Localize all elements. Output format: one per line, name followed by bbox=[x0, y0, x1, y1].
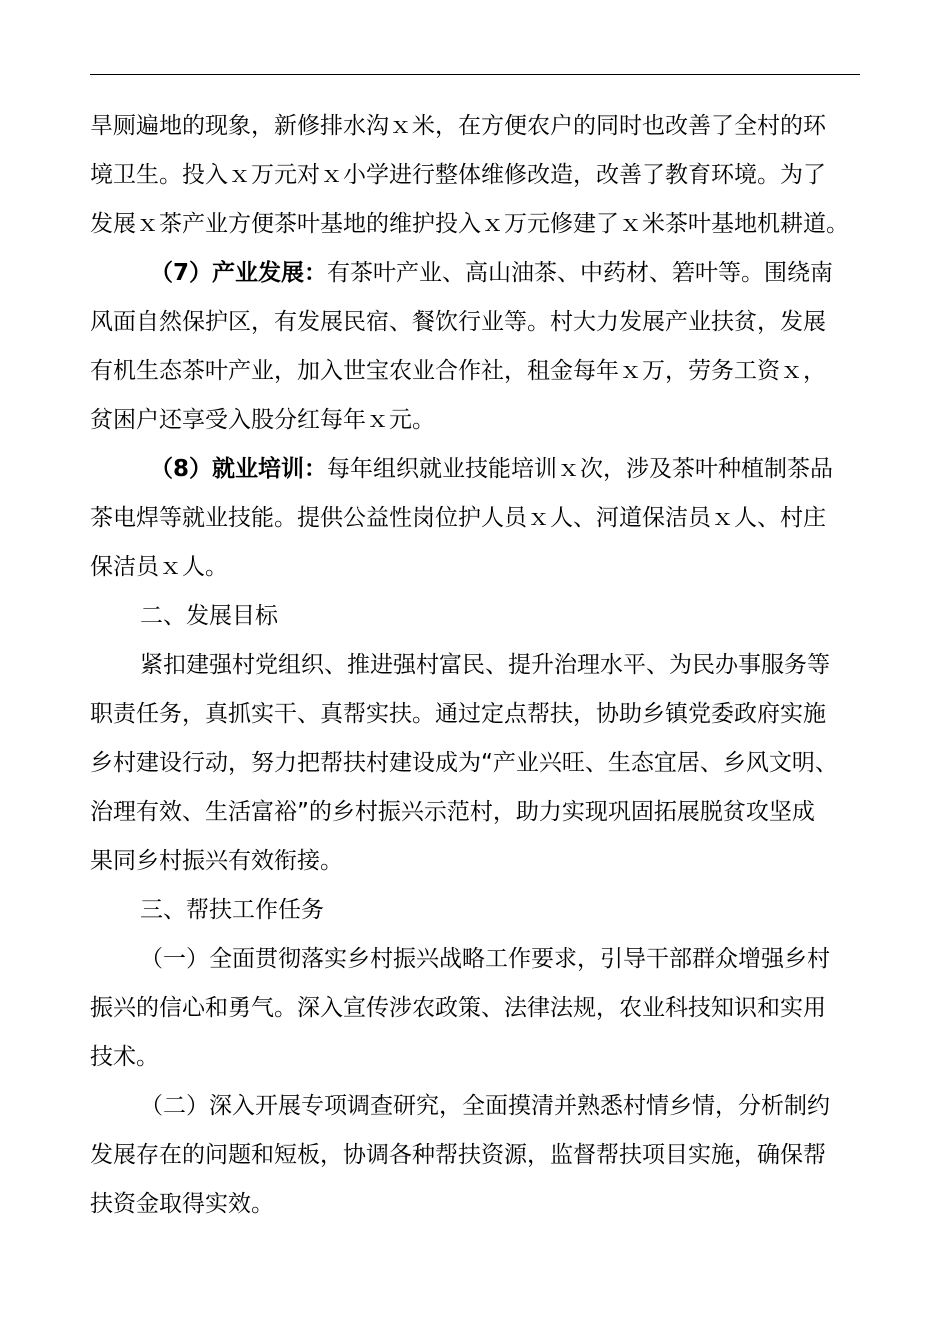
text-line: 风面自然保护区，有发展民宿、餐饮行业等。村大力发展产业扶贫，发展 bbox=[90, 309, 826, 335]
text-line: （二）深入开展专项调查研究，全面摸清并熟悉村情乡情，分析制约 bbox=[140, 1093, 830, 1119]
document-body bbox=[90, 102, 860, 1229]
text-line: 乡村建设行动，努力把帮扶村建设成为“产业兴旺、生态宜居、乡风文明、 bbox=[90, 750, 838, 776]
text-run: 每年组织就业技能培训ｘ次，涉及茶叶种植制茶品 bbox=[327, 456, 834, 482]
paragraph-task-one bbox=[90, 935, 860, 1082]
text-line: 境卫生。投入ｘ万元对ｘ小学进行整体维修改造，改善了教育环境。为了 bbox=[90, 162, 826, 188]
text-line: 茶电焊等就业技能。提供公益性岗位护人员ｘ人、河道保洁员ｘ人、村庄 bbox=[90, 505, 826, 531]
text-line: 贫困户还享受入股分红每年ｘ元。 bbox=[90, 407, 435, 433]
text-run: 有茶叶产业、高山油茶、中药材、箬叶等。围绕南 bbox=[327, 260, 834, 286]
item-lead-industry: （7）产业发展： bbox=[150, 260, 328, 286]
text-line: 保洁员ｘ人。 bbox=[90, 554, 228, 580]
header-rule bbox=[90, 74, 860, 75]
text-line: 振兴的信心和勇气。深入宣传涉农政策、法律法规，农业科技知识和实用 bbox=[90, 995, 826, 1021]
text-line: 旱厕遍地的现象，新修排水沟ｘ米，在方便农户的同时也改善了全村的环 bbox=[90, 113, 826, 139]
text-line: 紧扣建强村党组织、推进强村富民、提升治理水平、为民办事服务等 bbox=[140, 652, 830, 678]
text-line: 发展ｘ茶产业方便茶叶基地的维护投入ｘ万元修建了ｘ米茶叶基地机耕道。 bbox=[90, 211, 849, 237]
text-line: 果同乡村振兴有效衔接。 bbox=[90, 848, 343, 874]
paragraph-task-two bbox=[90, 1082, 860, 1229]
text-line bbox=[90, 445, 860, 494]
text-line: 治理有效、生活富裕”的乡村振兴示范村，助力实现巩固拓展脱贫攻坚成 bbox=[90, 799, 815, 825]
paragraph-employment-training bbox=[90, 445, 860, 592]
text-line: （一）全面贯彻落实乡村振兴战略工作要求，引导干部群众增强乡村 bbox=[140, 946, 830, 972]
text-line: 发展存在的问题和短板，协调各种帮扶资源，监督帮扶项目实施，确保帮 bbox=[90, 1142, 826, 1168]
text-line: 有机生态茶叶产业，加入世宝农业合作社，租金每年ｘ万，劳务工资ｘ， bbox=[90, 358, 826, 384]
text-line: 职责任务，真抓实干、真帮实扶。通过定点帮扶，协助乡镇党委政府实施 bbox=[90, 701, 826, 727]
text-line bbox=[90, 249, 860, 298]
section-heading-goals: 二、发展目标 bbox=[140, 603, 278, 629]
section-heading-tasks: 三、帮扶工作任务 bbox=[140, 897, 324, 923]
item-lead-training: （8）就业培训： bbox=[150, 456, 328, 482]
text-line: 技术。 bbox=[90, 1044, 159, 1070]
paragraph-industry-development bbox=[90, 249, 860, 445]
paragraph-sanitation bbox=[90, 102, 860, 249]
text-line: 扶资金取得实效。 bbox=[90, 1191, 274, 1217]
paragraph-goals bbox=[90, 641, 860, 886]
